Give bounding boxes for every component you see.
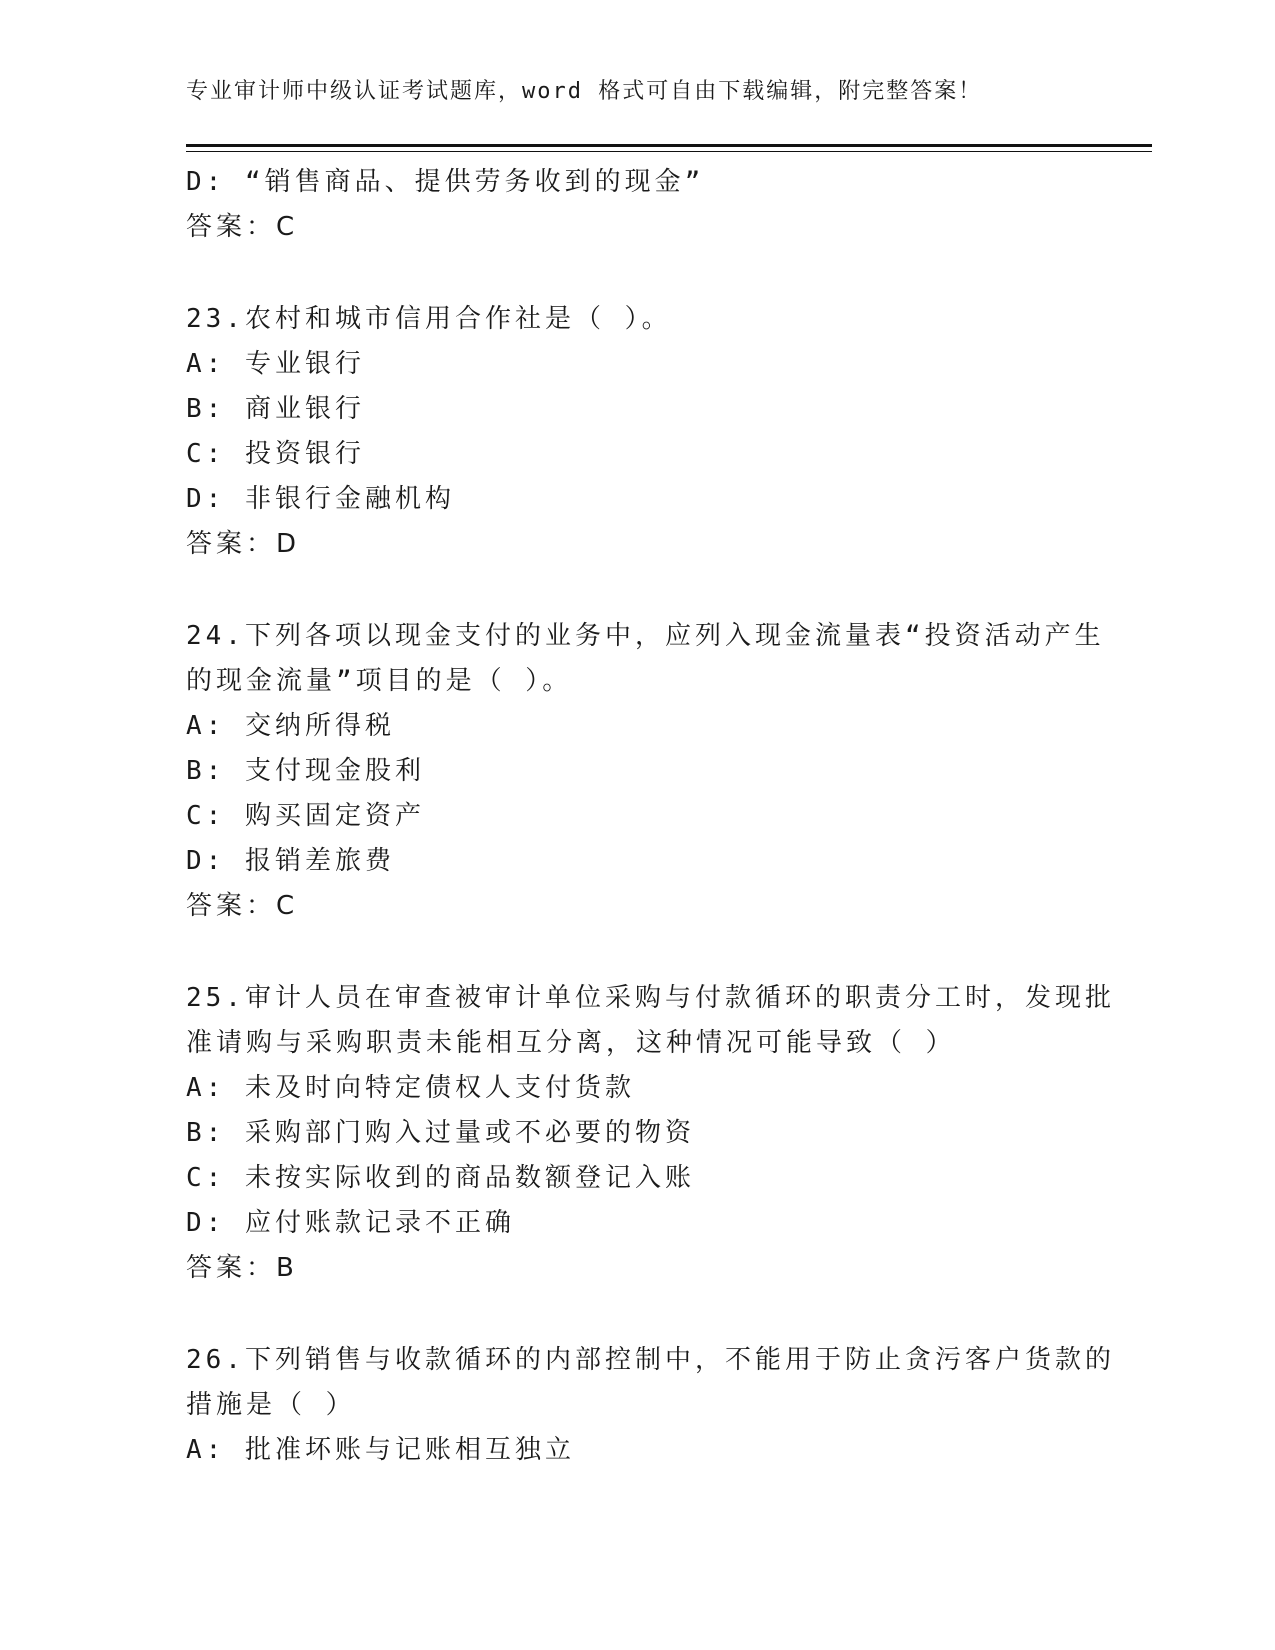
- question-block: [186, 614, 1105, 929]
- question-stem: 25.审计人员在审查被审计单位采购与付款循环的职责分工时，发现批: [186, 983, 1115, 1013]
- question-stem: 24.下列各项以现金支付的业务中，应列入现金流量表“投资活动产生: [186, 621, 1105, 651]
- header-rule-thick: [186, 144, 1152, 147]
- option-b: B: 采购部门购入过量或不必要的物资: [186, 1118, 695, 1148]
- question-list: [186, 160, 1115, 1473]
- question-stem: 的现金流量”项目的是（ ）。: [186, 666, 573, 696]
- question-stem: 准请购与采购职责未能相互分离，这种情况可能导致（ ）: [186, 1028, 956, 1058]
- option-a: A: 批准坏账与记账相互独立: [186, 1435, 575, 1465]
- question-block: [186, 297, 1086, 567]
- answer-line: 答案：C: [186, 891, 299, 921]
- option-d: D: 报销差旅费: [186, 846, 395, 876]
- option-a: A: 专业银行: [186, 349, 365, 379]
- option-a: A: 交纳所得税: [186, 711, 395, 741]
- option-c: C: 投资银行: [186, 439, 365, 469]
- question-block: [186, 976, 1115, 1291]
- option-b: B: 商业银行: [186, 394, 365, 424]
- answer-line: 答案：D: [186, 529, 301, 559]
- page-header: 专业审计师中级认证考试题库，word 格式可自由下载编辑，附完整答案！: [186, 79, 983, 104]
- option-a: A: 未及时向特定债权人支付货款: [186, 1073, 635, 1103]
- option-d: D: 非银行金融机构: [186, 484, 455, 514]
- option-d: D: 应付账款记录不正确: [186, 1208, 515, 1238]
- option-c: C: 购买固定资产: [186, 801, 425, 831]
- question-block: [186, 1338, 1115, 1473]
- question-stem: 26.下列销售与收款循环的内部控制中，不能用于防止贪污客户货款的: [186, 1345, 1115, 1375]
- question-stem: 23.农村和城市信用合作社是（ ）。: [186, 304, 672, 334]
- option-b: B: 支付现金股利: [186, 756, 425, 786]
- question-block: [186, 160, 1086, 250]
- answer-line: 答案：C: [186, 212, 299, 242]
- question-stem: 措施是（ ）: [186, 1390, 356, 1420]
- option-c: C: 未按实际收到的商品数额登记入账: [186, 1163, 695, 1193]
- header-rule-thin: [186, 151, 1152, 152]
- option-d: D: “销售商品、提供劳务收到的现金”: [186, 167, 705, 197]
- answer-line: 答案：B: [186, 1253, 298, 1283]
